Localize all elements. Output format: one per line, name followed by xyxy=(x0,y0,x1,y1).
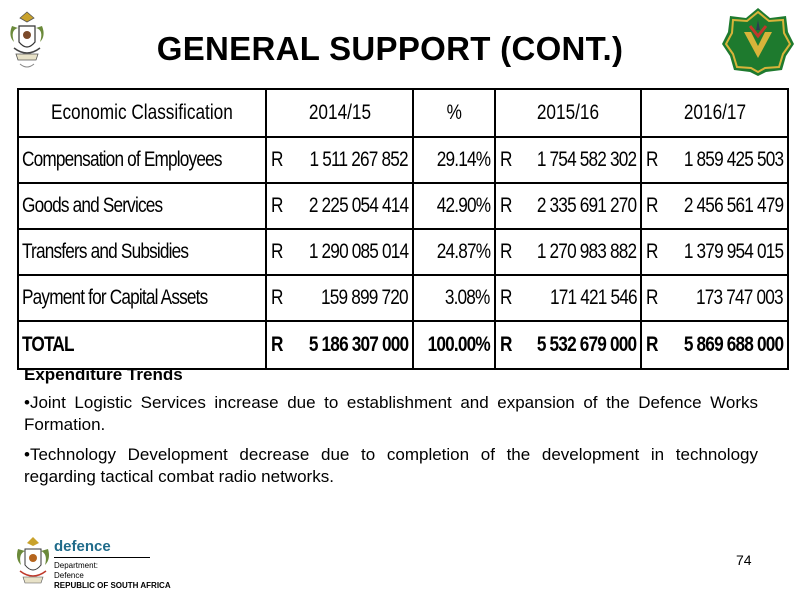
currency-cell: R xyxy=(495,321,515,369)
column-header-2014-15: 2014/15 xyxy=(266,89,412,137)
currency-cell: R xyxy=(266,321,286,369)
row-label: Compensation of Employees xyxy=(18,137,266,183)
brand-word: defence xyxy=(54,538,111,555)
percent-cell: 42.90% xyxy=(413,183,495,229)
footer-coat-of-arms-icon xyxy=(14,535,52,593)
table-total-row xyxy=(18,321,788,369)
table-row xyxy=(18,137,788,183)
currency-cell: R xyxy=(641,321,661,369)
table-header-row xyxy=(18,89,788,137)
currency-cell: R xyxy=(495,183,515,229)
column-header-2016-17: 2016/17 xyxy=(641,89,787,137)
total-percent: 100.00% xyxy=(413,321,495,369)
percent-cell: 3.08% xyxy=(413,275,495,321)
percent-cell: 29.14% xyxy=(413,137,495,183)
currency-cell: R xyxy=(266,275,286,321)
footer-brand xyxy=(54,538,171,591)
currency-cell: R xyxy=(266,137,286,183)
currency-cell: R xyxy=(495,137,515,183)
table-row xyxy=(18,183,788,229)
amount-2015-16: 2 335 691 270 xyxy=(515,183,641,229)
row-label: Goods and Services xyxy=(18,183,266,229)
amount-2016-17: 173 747 003 xyxy=(662,275,788,321)
amount-2016-17: 2 456 561 479 xyxy=(662,183,788,229)
column-header-2015-16: 2015/16 xyxy=(495,89,641,137)
amount-2014-15: 159 899 720 xyxy=(287,275,413,321)
amount-2015-16: 1 754 582 302 xyxy=(515,137,641,183)
amount-2014-15: 1 290 085 014 xyxy=(287,229,413,275)
row-label: Payment for Capital Assets xyxy=(18,275,266,321)
amount-2016-17: 1 379 954 015 xyxy=(662,229,788,275)
expenditure-notes xyxy=(24,364,758,496)
table-row xyxy=(18,229,788,275)
amount-2014-15: 1 511 267 852 xyxy=(287,137,413,183)
total-2015-16: 5 532 679 000 xyxy=(515,321,641,369)
row-label: Transfers and Subsidies xyxy=(18,229,266,275)
total-2016-17: 5 869 688 000 xyxy=(662,321,788,369)
column-header-percent: % xyxy=(413,89,495,137)
brand-divider xyxy=(54,557,150,558)
currency-cell: R xyxy=(266,183,286,229)
amount-2016-17: 1 859 425 503 xyxy=(662,137,788,183)
amount-2015-16: 1 270 983 882 xyxy=(515,229,641,275)
currency-cell: R xyxy=(266,229,286,275)
country-name: REPUBLIC OF SOUTH AFRICA xyxy=(54,581,171,590)
coat-of-arms-icon xyxy=(6,8,48,74)
currency-cell: R xyxy=(495,229,515,275)
total-2014-15: 5 186 307 000 xyxy=(287,321,413,369)
table-row xyxy=(18,275,788,321)
notes-heading: Expenditure Trends xyxy=(24,365,183,384)
currency-cell: R xyxy=(641,183,661,229)
amount-2015-16: 171 421 546 xyxy=(515,275,641,321)
note-bullet: •Technology Development decrease due to completion of the development in technology regarding tactical combat radio networks. xyxy=(24,445,758,486)
column-header-classification: Economic Classification xyxy=(18,89,266,137)
currency-cell: R xyxy=(641,229,661,275)
budget-table xyxy=(17,88,789,370)
slide-number: 74 xyxy=(736,552,752,568)
currency-cell: R xyxy=(495,275,515,321)
army-badge-icon xyxy=(720,6,796,78)
slide-title: GENERAL SUPPORT (CONT.) xyxy=(156,30,624,67)
currency-cell: R xyxy=(641,137,661,183)
department-label: Department: xyxy=(54,561,99,570)
note-bullet: •Joint Logistic Services increase due to establishment and expansion of the Defence Works Formation. xyxy=(24,393,758,434)
currency-cell: R xyxy=(641,275,661,321)
total-label: TOTAL xyxy=(18,321,266,369)
amount-2014-15: 2 225 054 414 xyxy=(287,183,413,229)
department-name: Defence xyxy=(54,571,84,580)
percent-cell: 24.87% xyxy=(413,229,495,275)
